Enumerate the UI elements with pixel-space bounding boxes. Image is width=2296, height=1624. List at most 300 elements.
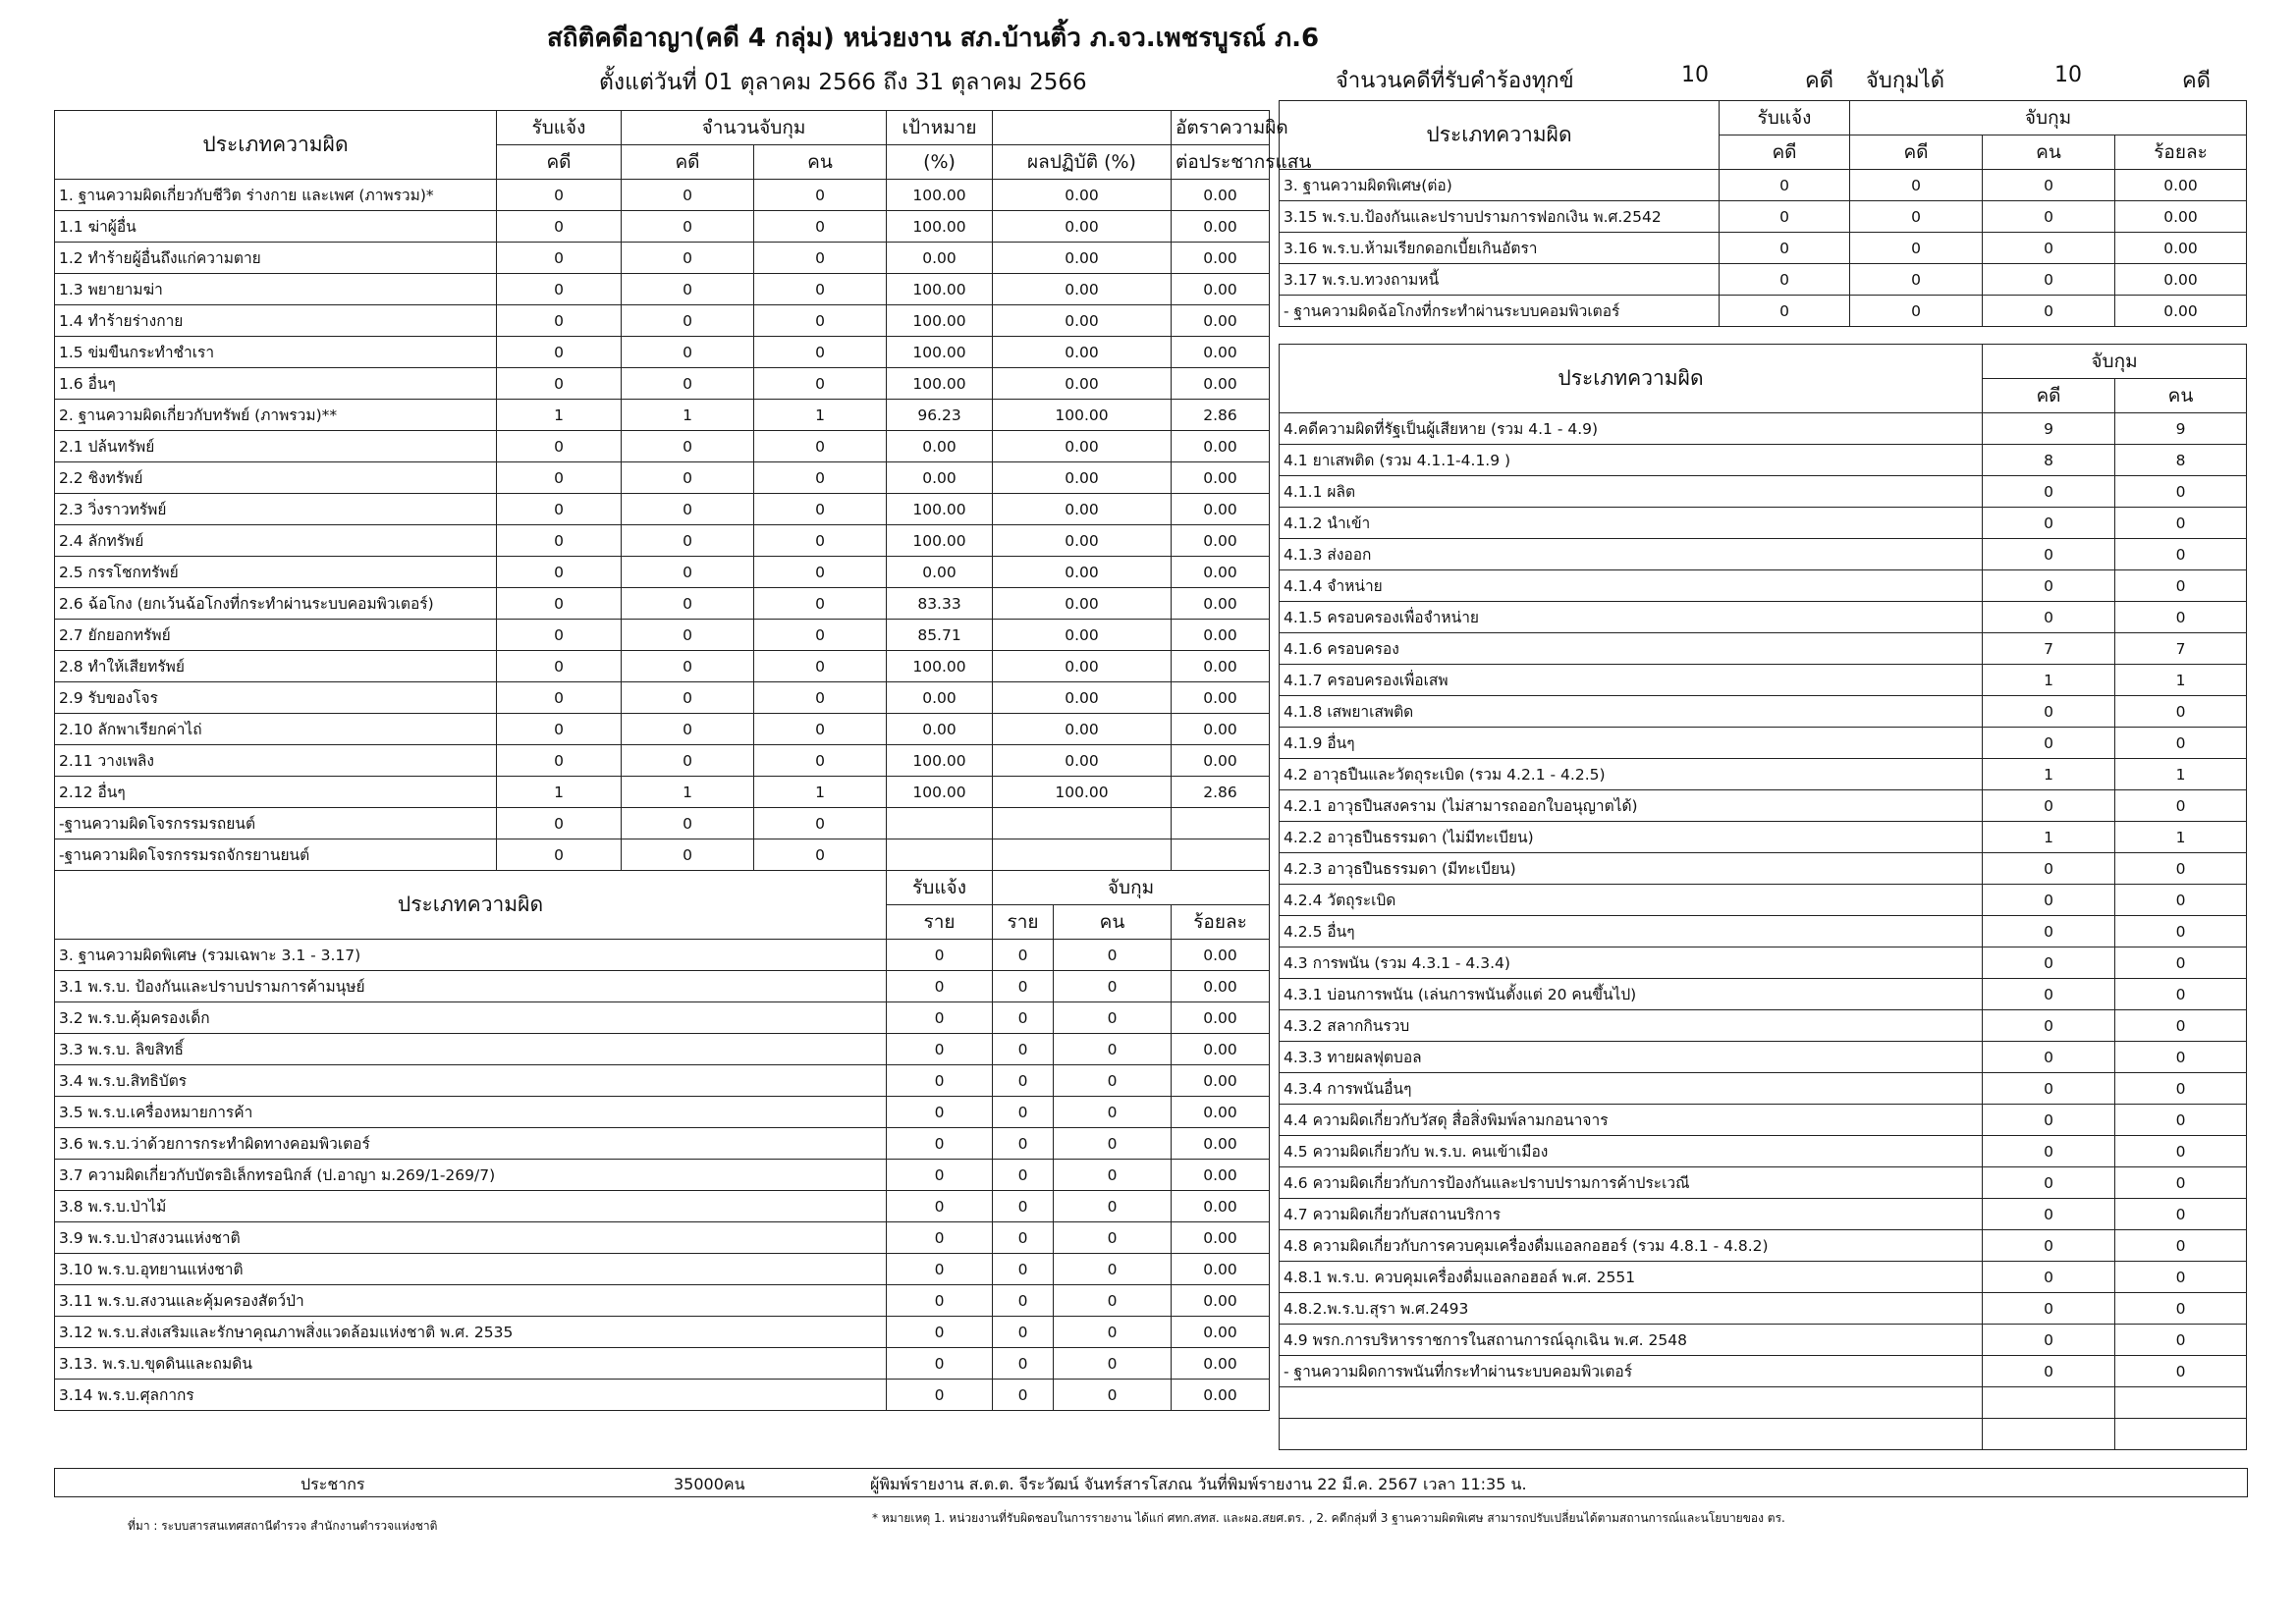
- table-cell: 0: [1054, 1380, 1172, 1411]
- population-label: ประชากร: [301, 1475, 365, 1493]
- table-cell: 0: [993, 1317, 1054, 1348]
- report-footer: [54, 1468, 2248, 1497]
- table-cell: 0: [1983, 1262, 2115, 1293]
- header-empty: [993, 111, 1172, 145]
- table-cell: 0: [1983, 1010, 2115, 1042]
- row-label: 1.6 อื่นๆ: [55, 368, 497, 400]
- table-row: [1280, 476, 2247, 508]
- table-cell: 0: [887, 1317, 993, 1348]
- table-cell: 0: [1983, 728, 2115, 759]
- table-cell: 0: [1983, 696, 2115, 728]
- table-cell: 0: [497, 651, 622, 682]
- table-cell: 2.86: [1172, 400, 1270, 431]
- table-cell: 100.00: [887, 337, 993, 368]
- table-row: [1280, 1262, 2247, 1293]
- table-cell: 0.00: [1172, 525, 1270, 557]
- table-row: [1280, 947, 2247, 979]
- table-cell: 0: [754, 525, 887, 557]
- table-row: [55, 494, 1270, 525]
- table-cell: 0: [1850, 201, 1983, 233]
- table-cell: 0.00: [1172, 745, 1270, 777]
- table-row: [55, 400, 1270, 431]
- table-cell: 0.00: [993, 274, 1172, 305]
- table-cell: 0: [2115, 1167, 2247, 1199]
- received-value: 10: [1681, 63, 1709, 87]
- table-cell: 0.00: [1172, 651, 1270, 682]
- table-cell: 0.00: [993, 588, 1172, 620]
- table-row: [1280, 979, 2247, 1010]
- table-cell: 0: [754, 682, 887, 714]
- table-cell: 1: [754, 777, 887, 808]
- table-cell: 0: [754, 714, 887, 745]
- table-row: [1280, 201, 2247, 233]
- table-cell: 96.23: [887, 400, 993, 431]
- header-row: [1280, 345, 2247, 379]
- table-cell: 0: [2115, 1136, 2247, 1167]
- table-cell: 0.00: [1172, 1191, 1270, 1222]
- header-percent: (%): [887, 145, 993, 180]
- table-row: [55, 839, 1270, 871]
- table-cell: 0: [1054, 1002, 1172, 1034]
- table-row: [55, 274, 1270, 305]
- table-cell: [993, 808, 1172, 839]
- table-cell: [1172, 808, 1270, 839]
- table-cell: 0: [1983, 1105, 2115, 1136]
- table-cell: 0: [1983, 508, 2115, 539]
- row-label: 2.11 วางเพลิง: [55, 745, 497, 777]
- table-row: [1280, 413, 2247, 445]
- row-label: 4.2.4 วัตถุระเบิด: [1280, 885, 1983, 916]
- row-label: 4.1.8 เสพยาเสพติด: [1280, 696, 1983, 728]
- table-cell: 0: [497, 682, 622, 714]
- table-cell: 1: [622, 400, 754, 431]
- table-cell: 0.00: [1172, 180, 1270, 211]
- table-cell: 0: [1054, 1222, 1172, 1254]
- table-cell: 85.71: [887, 620, 993, 651]
- table-cell: 0: [622, 745, 754, 777]
- table-cell: 0: [993, 1034, 1054, 1065]
- table-row: [1280, 1010, 2247, 1042]
- table-row: [55, 1097, 1270, 1128]
- header-reported: รับแจ้ง: [497, 111, 622, 145]
- row-label: 3.12 พ.ร.บ.ส่งเสริมและรักษาคุณภาพสิ่งแวดล้อมแห่งชาติ พ.ศ. 2535: [55, 1317, 887, 1348]
- table-cell: 0.00: [1172, 1097, 1270, 1128]
- table-cell: 0.00: [1172, 1222, 1270, 1254]
- table-cell: 0: [622, 243, 754, 274]
- table-cell: 0: [754, 588, 887, 620]
- table-cell: 0: [754, 839, 887, 871]
- table-row: [1280, 853, 2247, 885]
- header-cases: คดี: [497, 145, 622, 180]
- row-label: 4.4 ความผิดเกี่ยวกับวัสดุ สื่อสิ่งพิมพ์ลามกอนาจาร: [1280, 1105, 1983, 1136]
- table-row: [55, 368, 1270, 400]
- table-row: [55, 525, 1270, 557]
- table-cell: 0: [622, 368, 754, 400]
- table-cell: 0.00: [1172, 1002, 1270, 1034]
- header-cases: ราย: [993, 905, 1054, 940]
- table-cell: 0: [622, 274, 754, 305]
- table-cell: 0.00: [993, 651, 1172, 682]
- header-cases: คดี: [1983, 379, 2115, 413]
- header-per-pop: ต่อประชากรแสน: [1172, 145, 1270, 180]
- table-cell: 0.00: [1172, 940, 1270, 971]
- header-row: [55, 871, 1270, 905]
- table-cell: 0: [754, 494, 887, 525]
- header-reported: รับแจ้ง: [887, 871, 993, 905]
- table-row: [1280, 790, 2247, 822]
- table-cell: 0: [2115, 602, 2247, 633]
- row-label: 4.2.3 อาวุธปืนธรรมดา (มีทะเบียน): [1280, 853, 1983, 885]
- table-cell: 0: [1720, 296, 1850, 327]
- table-cell: 0: [2115, 1042, 2247, 1073]
- row-label: 4.1.3 ส่งออก: [1280, 539, 1983, 570]
- table-row: [55, 1002, 1270, 1034]
- row-label: 2. ฐานความผิดเกี่ยวกับทรัพย์ (ภาพรวม)**: [55, 400, 497, 431]
- table-cell: 0: [754, 337, 887, 368]
- table-cell: 1: [2115, 759, 2247, 790]
- row-label: 1.1 ฆ่าผู้อื่น: [55, 211, 497, 243]
- header-row: [55, 111, 1270, 145]
- header-type: ประเภทความผิด: [1280, 101, 1720, 170]
- table-cell: 100.00: [887, 494, 993, 525]
- table-cell: 0: [993, 1128, 1054, 1160]
- table-row: [1280, 1073, 2247, 1105]
- table-row: [1280, 1293, 2247, 1325]
- table-cell: 0: [497, 745, 622, 777]
- table-cell: 0: [754, 431, 887, 462]
- table-row: [1280, 296, 2247, 327]
- table-cell: 0.00: [993, 462, 1172, 494]
- row-label: 4.1.2 นำเข้า: [1280, 508, 1983, 539]
- table-cell: 0: [993, 1254, 1054, 1285]
- row-label: 3.13. พ.ร.บ.ขุดดินและถมดิน: [55, 1348, 887, 1380]
- table-row: [55, 808, 1270, 839]
- header-target: เป้าหมาย: [887, 111, 993, 145]
- row-label: 3. ฐานความผิดพิเศษ(ต่อ): [1280, 170, 1720, 201]
- table-cell: 0.00: [1172, 305, 1270, 337]
- table-cell: 0.00: [1172, 557, 1270, 588]
- table-row: [55, 431, 1270, 462]
- table-cell: 0: [497, 494, 622, 525]
- table-cell: 100.00: [887, 777, 993, 808]
- row-label: 3.8 พ.ร.บ.ป่าไม้: [55, 1191, 887, 1222]
- table-cell: 1: [2115, 822, 2247, 853]
- table-cell: 0: [1983, 296, 2115, 327]
- table-cell: 1: [622, 777, 754, 808]
- row-label: 2.2 ชิงทรัพย์: [55, 462, 497, 494]
- table-cell: 0: [2115, 696, 2247, 728]
- table-row: [1280, 1325, 2247, 1356]
- table-cell: 100.00: [887, 745, 993, 777]
- header-persons: คน: [1054, 905, 1172, 940]
- row-label: 2.7 ยักยอกทรัพย์: [55, 620, 497, 651]
- table-cell: 0: [622, 839, 754, 871]
- table-cell: 0.00: [1172, 211, 1270, 243]
- table-cell: 0: [993, 1222, 1054, 1254]
- table-row: [1280, 1136, 2247, 1167]
- table-cell: 0: [887, 1222, 993, 1254]
- row-label: 3.4 พ.ร.บ.สิทธิบัตร: [55, 1065, 887, 1097]
- table-cell: 0: [1054, 940, 1172, 971]
- table-cell: 0: [2115, 947, 2247, 979]
- table-row: [1280, 822, 2247, 853]
- table-cell: 0: [1983, 853, 2115, 885]
- crime-stats-table: [54, 110, 1312, 1411]
- row-label: 4.2.1 อาวุธปืนสงคราม (ไม่สามารถออกใบอนุญาตได้): [1280, 790, 1983, 822]
- header-reported: รับแจ้ง: [1720, 101, 1850, 135]
- row-label: 3.15 พ.ร.บ.ป้องกันและปราบปรามการฟอกเงิน พ.ศ.2542: [1280, 201, 1720, 233]
- table-cell: 0: [754, 462, 887, 494]
- table-cell: 0: [2115, 853, 2247, 885]
- table-cell: 0: [622, 337, 754, 368]
- row-label: 2.10 ลักพาเรียกค่าไถ่: [55, 714, 497, 745]
- state-victim-crimes-table: [1279, 344, 2247, 1450]
- table-cell: 100.00: [887, 274, 993, 305]
- header-cases: คดี: [1720, 135, 1850, 170]
- table-row: [55, 1254, 1270, 1285]
- table-cell: 9: [1983, 413, 2115, 445]
- table-cell: 0: [2115, 508, 2247, 539]
- table-cell: 0: [1983, 947, 2115, 979]
- table-cell: 0: [497, 462, 622, 494]
- table-cell: 9: [2115, 413, 2247, 445]
- table-row: [1280, 1167, 2247, 1199]
- table-cell: 0: [1983, 1230, 2115, 1262]
- table-cell: 0: [497, 714, 622, 745]
- row-label: 1.5 ข่มขืนกระทำชำเรา: [55, 337, 497, 368]
- table-cell: 0.00: [993, 368, 1172, 400]
- table-cell: 0: [754, 620, 887, 651]
- row-label: 4.8 ความผิดเกี่ยวกับการควบคุมเครื่องดื่มแอลกอฮอร์ (รวม 4.8.1 - 4.8.2): [1280, 1230, 1983, 1262]
- table-cell: 0: [1850, 170, 1983, 201]
- table-cell: 0: [1054, 1160, 1172, 1191]
- table-cell: 0.00: [1172, 714, 1270, 745]
- table-row: [1280, 539, 2247, 570]
- table-cell: 1: [1983, 759, 2115, 790]
- row-label: 4.3.3 ทายผลฟุตบอล: [1280, 1042, 1983, 1073]
- table-cell: 0: [993, 1191, 1054, 1222]
- table-row: [55, 1317, 1270, 1348]
- row-label: 3.3 พ.ร.บ. ลิขสิทธิ์: [55, 1034, 887, 1065]
- table-cell: 100.00: [887, 211, 993, 243]
- table-cell: 0.00: [1172, 682, 1270, 714]
- table-cell: 0: [2115, 885, 2247, 916]
- header-arrested: จำนวนจับกุม: [622, 111, 887, 145]
- table-cell: 0: [887, 1191, 993, 1222]
- table-cell: 1: [1983, 665, 2115, 696]
- table-cell: 0.00: [993, 180, 1172, 211]
- source-note: ที่มา : ระบบสารสนเทศสถานีตำรวจ สำนักงานตำรวจแห่งชาติ: [128, 1519, 438, 1533]
- table-cell: 0.00: [1172, 971, 1270, 1002]
- empty-cell: [1983, 1419, 2115, 1450]
- table-cell: 0: [1983, 979, 2115, 1010]
- table-cell: 0: [754, 368, 887, 400]
- table-cell: 0: [1054, 1065, 1172, 1097]
- table-row: [55, 1380, 1270, 1411]
- table-cell: 0: [887, 1160, 993, 1191]
- table-cell: 1: [2115, 665, 2247, 696]
- row-label: 1. ฐานความผิดเกี่ยวกับชีวิต ร่างกาย และเพศ (ภาพรวม)*: [55, 180, 497, 211]
- table-cell: 0: [887, 1348, 993, 1380]
- table-cell: 0: [1983, 1356, 2115, 1387]
- row-label: 2.5 กรรโชกทรัพย์: [55, 557, 497, 588]
- row-label: 4.1 ยาเสพติด (รวม 4.1.1-4.1.9 ): [1280, 445, 1983, 476]
- table-cell: 0: [887, 1254, 993, 1285]
- row-label: 2.9 รับของโจร: [55, 682, 497, 714]
- row-label: -ฐานความผิดโจรกรรมรถยนต์: [55, 808, 497, 839]
- header-persons: คน: [1983, 135, 2115, 170]
- table-cell: 0: [2115, 728, 2247, 759]
- table-cell: 0: [622, 305, 754, 337]
- table-row: [55, 620, 1270, 651]
- table-cell: 0: [497, 557, 622, 588]
- table-cell: 1: [497, 777, 622, 808]
- table-cell: 0: [497, 243, 622, 274]
- table-cell: 0: [2115, 1293, 2247, 1325]
- table-row: [55, 243, 1270, 274]
- table-cell: 0: [497, 620, 622, 651]
- table-cell: [887, 839, 993, 871]
- header-persons: คน: [754, 145, 887, 180]
- table-row: [55, 462, 1270, 494]
- row-label: 2.12 อื่นๆ: [55, 777, 497, 808]
- table-cell: 0.00: [887, 682, 993, 714]
- table-cell: 0.00: [993, 745, 1172, 777]
- row-label: 4.1.4 จำหน่าย: [1280, 570, 1983, 602]
- table-row: [1280, 885, 2247, 916]
- table-cell: 0: [2115, 1325, 2247, 1356]
- table-cell: 0.00: [993, 525, 1172, 557]
- table-row: [55, 1065, 1270, 1097]
- empty-cell: [2115, 1387, 2247, 1419]
- report-title: สถิติคดีอาญา(คดี 4 กลุ่ม) หน่วยงาน สภ.บ้านติ้ว ภ.จว.เพชรบูรณ์ ภ.6: [546, 24, 1320, 53]
- table-cell: 0: [993, 1002, 1054, 1034]
- row-label: 4.2.5 อื่นๆ: [1280, 916, 1983, 947]
- table-cell: 0: [754, 651, 887, 682]
- table-cell: 0: [1054, 1128, 1172, 1160]
- table-cell: 0: [2115, 1073, 2247, 1105]
- table-cell: 0: [2115, 539, 2247, 570]
- empty-cell: [1280, 1419, 1983, 1450]
- arrested-value: 10: [2054, 63, 2082, 87]
- header-row: [1280, 101, 2247, 135]
- special-crimes-cont-table: [1279, 100, 2247, 327]
- table-row: [55, 940, 1270, 971]
- table-cell: 0: [2115, 1356, 2247, 1387]
- row-label: 4.6 ความผิดเกี่ยวกับการป้องกันและปราบปรามการค้าประเวณี: [1280, 1167, 1983, 1199]
- table-cell: 1: [754, 400, 887, 431]
- table-row: [1280, 728, 2247, 759]
- arrested-label: จับกุมได้: [1866, 69, 1945, 93]
- table-cell: 0: [887, 1097, 993, 1128]
- table-cell: 0.00: [887, 431, 993, 462]
- table-row: [55, 1222, 1270, 1254]
- table-cell: [887, 808, 993, 839]
- table-cell: 1: [497, 400, 622, 431]
- row-label: 3.1 พ.ร.บ. ป้องกันและปราบปรามการค้ามนุษย์: [55, 971, 887, 1002]
- table-cell: 0: [887, 1002, 993, 1034]
- table-cell: 0: [1983, 885, 2115, 916]
- table-cell: 100.00: [887, 651, 993, 682]
- table-row: [1280, 602, 2247, 633]
- table-cell: 0.00: [2115, 296, 2247, 327]
- table-cell: 0: [993, 1380, 1054, 1411]
- table-row: [55, 180, 1270, 211]
- table-cell: 0: [1983, 916, 2115, 947]
- table-cell: 0.00: [993, 557, 1172, 588]
- table-cell: 100.00: [993, 777, 1172, 808]
- header-type: ประเภทความผิด: [55, 871, 887, 940]
- table-cell: 0: [1054, 1285, 1172, 1317]
- table-row: [1280, 1230, 2247, 1262]
- table-cell: 0.00: [993, 243, 1172, 274]
- table-cell: 0: [993, 1285, 1054, 1317]
- table-cell: 0: [754, 745, 887, 777]
- empty-cell: [1280, 1387, 1983, 1419]
- table-cell: 0: [497, 368, 622, 400]
- table-cell: 0: [1054, 1254, 1172, 1285]
- row-label: 4.1.7 ครอบครองเพื่อเสพ: [1280, 665, 1983, 696]
- table-cell: 0.00: [993, 337, 1172, 368]
- table-cell: 0: [622, 462, 754, 494]
- table-cell: 0: [1983, 790, 2115, 822]
- table-row: [1280, 633, 2247, 665]
- table-cell: 0: [887, 1065, 993, 1097]
- table-cell: 0: [1983, 570, 2115, 602]
- row-label: 4.5 ความผิดเกี่ยวกับ พ.ร.บ. คนเข้าเมือง: [1280, 1136, 1983, 1167]
- table-cell: 0: [1720, 233, 1850, 264]
- table-cell: 0: [2115, 979, 2247, 1010]
- table-cell: 0: [887, 940, 993, 971]
- header-arrested: จับกุม: [1850, 101, 2247, 135]
- table-cell: 0: [993, 1097, 1054, 1128]
- row-label: 4.1.5 ครอบครองเพื่อจำหน่าย: [1280, 602, 1983, 633]
- table-cell: 0.00: [993, 211, 1172, 243]
- table-row: [1280, 665, 2247, 696]
- table-cell: 0: [622, 525, 754, 557]
- table-cell: 0.00: [2115, 264, 2247, 296]
- table-cell: 0.00: [993, 682, 1172, 714]
- row-label: 4.1.1 ผลิต: [1280, 476, 1983, 508]
- header-cases: คดี: [622, 145, 754, 180]
- table-cell: 0: [1983, 539, 2115, 570]
- table-row: [1280, 1105, 2247, 1136]
- table-cell: 0: [497, 525, 622, 557]
- table-cell: 0.00: [1172, 1285, 1270, 1317]
- table-cell: 0: [1983, 1325, 2115, 1356]
- table-cell: 0: [887, 1034, 993, 1065]
- table-cell: 0: [622, 808, 754, 839]
- table-row: [55, 1191, 1270, 1222]
- row-label: 3.2 พ.ร.บ.คุ้มครองเด็ก: [55, 1002, 887, 1034]
- row-label: 4.2.2 อาวุธปืนธรรมดา (ไม่มีทะเบียน): [1280, 822, 1983, 853]
- table-cell: 0.00: [993, 431, 1172, 462]
- table-row: [55, 1160, 1270, 1191]
- table-row: [1280, 759, 2247, 790]
- table-row: [1280, 445, 2247, 476]
- table-cell: 0: [2115, 1105, 2247, 1136]
- table-cell: 0.00: [1172, 1128, 1270, 1160]
- table-cell: 0: [1720, 170, 1850, 201]
- row-label: 2.3 วิ่งราวทรัพย์: [55, 494, 497, 525]
- row-label: 4.3.2 สลากกินรวบ: [1280, 1010, 1983, 1042]
- table-cell: 0.00: [1172, 1254, 1270, 1285]
- row-label: 4.3 การพนัน (รวม 4.3.1 - 4.3.4): [1280, 947, 1983, 979]
- table-cell: 0: [1983, 1073, 2115, 1105]
- row-label: - ฐานความผิดการพนันที่กระทำผ่านระบบคอมพิวเตอร์: [1280, 1356, 1983, 1387]
- row-label: 3.11 พ.ร.บ.สงวนและคุ้มครองสัตว์ป่า: [55, 1285, 887, 1317]
- table-row: [1280, 696, 2247, 728]
